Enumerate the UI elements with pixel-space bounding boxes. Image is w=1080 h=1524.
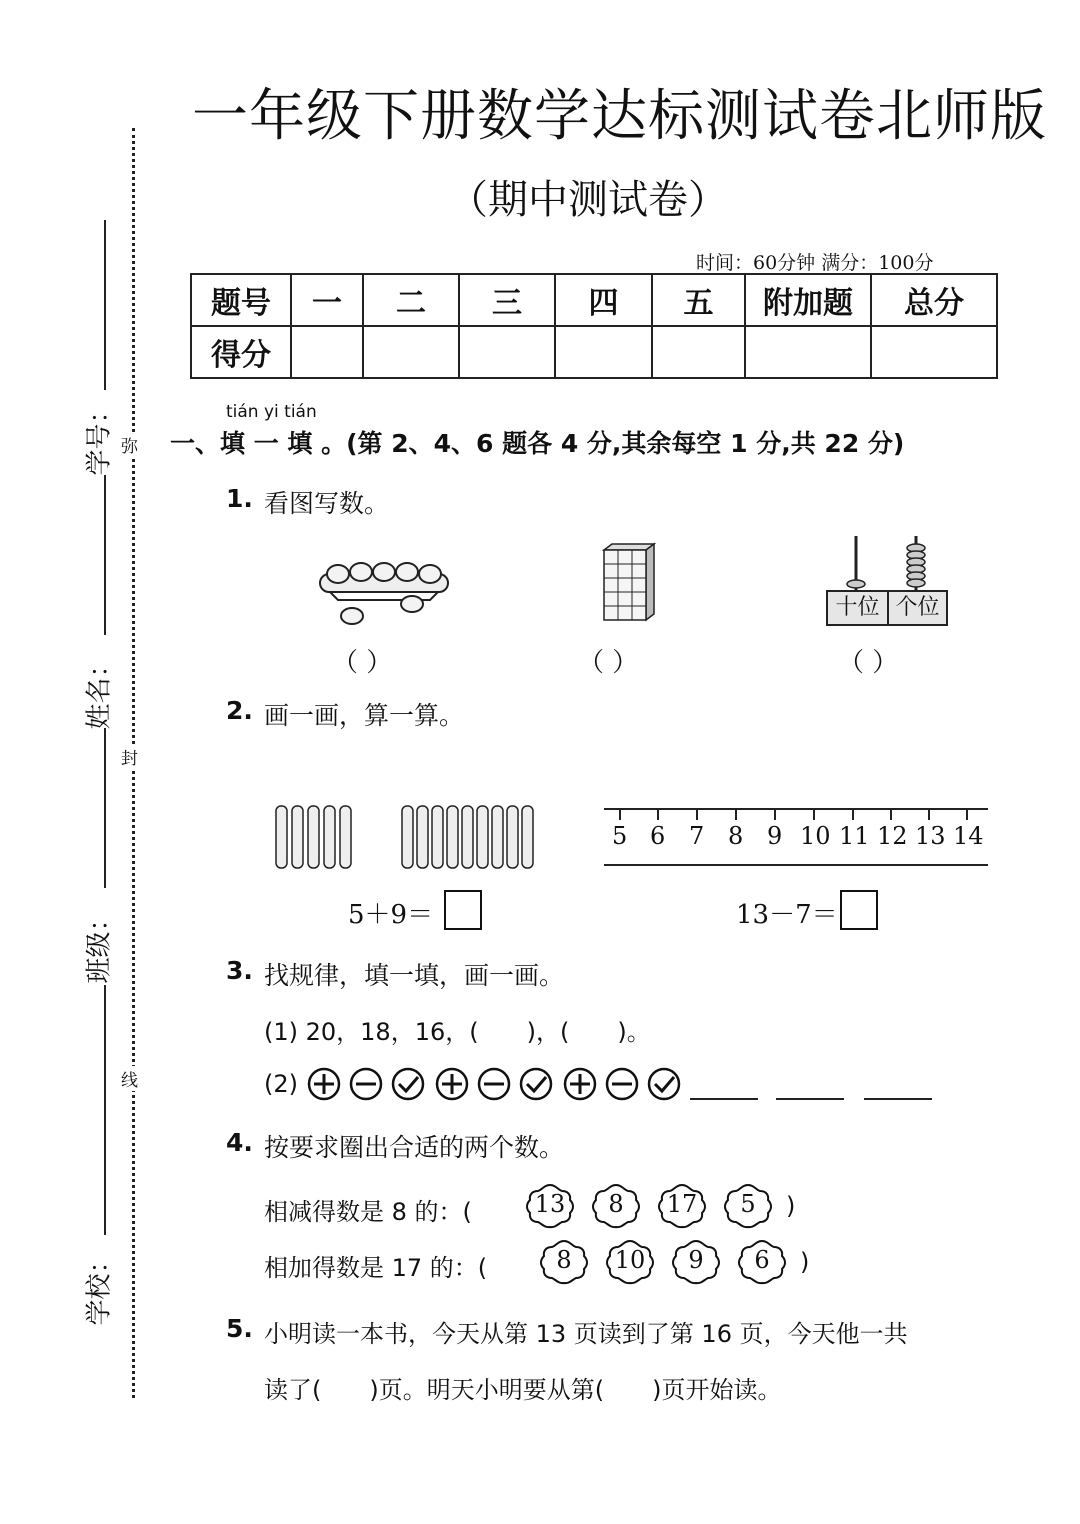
score-table-header-row — [191, 274, 997, 326]
abacus-ones-label: 个位 — [895, 595, 940, 620]
number-line-tick: 12 — [877, 822, 908, 850]
school-label: 学校： — [84, 1247, 115, 1326]
class-label: 班级： — [84, 905, 115, 984]
number-line-tick: 8 — [728, 822, 744, 850]
q3-answer-line-3[interactable] — [864, 1098, 932, 1100]
q2-answer-box-1[interactable] — [444, 890, 482, 930]
q1-answer-blank-1[interactable]: （ ） — [332, 648, 393, 678]
q4-text: 按要求圈出合适的两个数。 — [264, 1133, 565, 1162]
q4-line1-label: 相减得数是 8 的：( — [264, 1198, 472, 1226]
school-line — [104, 985, 106, 1235]
number-line-tick: 7 — [689, 822, 705, 850]
q4-line1-number: 13 — [534, 1190, 566, 1218]
student-no-line — [104, 220, 106, 390]
check-circle-icon — [649, 1069, 679, 1099]
q4-line1-close: ) — [786, 1192, 796, 1220]
class-line — [104, 728, 106, 888]
abacus-place-labels — [826, 590, 948, 626]
ten-block-image — [600, 542, 660, 624]
number-line-tick: 9 — [767, 822, 783, 850]
q4-number: 4. — [226, 1128, 253, 1157]
score-cell[interactable] — [291, 326, 363, 378]
name-label: 姓名： — [84, 651, 115, 730]
section1-heading: 一、填 一 填 。(第 2、4、6 题各 4 分,其余每空 1 分,共 22 分) — [170, 429, 905, 458]
score-header-cell: 题号 — [191, 274, 291, 326]
score-header-cell: 三 — [459, 274, 555, 326]
q3-symbol-pattern — [306, 1066, 686, 1102]
page-subtitle: （期中测试卷） — [448, 177, 728, 223]
q3-answer-line-2[interactable] — [776, 1098, 844, 1100]
q5-number: 5. — [226, 1314, 253, 1343]
number-line-tick: 11 — [839, 822, 870, 850]
sticks-group-five — [274, 804, 356, 870]
q1-number: 1. — [226, 484, 253, 513]
q4-line2-label: 相加得数是 17 的：( — [264, 1254, 488, 1282]
score-header-cell: 四 — [555, 274, 652, 326]
sticks-group-nine — [400, 804, 542, 870]
q2-equation-1: 5＋9＝ — [348, 900, 434, 930]
score-cell[interactable] — [745, 326, 871, 378]
score-header-cell: 二 — [363, 274, 459, 326]
q2-answer-box-2[interactable] — [840, 890, 878, 930]
number-line-tick: 5 — [612, 822, 628, 850]
q1-answer-blank-3[interactable]: （ ） — [838, 648, 899, 678]
abacus-image — [820, 532, 950, 592]
plus-circle-icon — [565, 1069, 595, 1099]
q1-text: 看图写数。 — [264, 489, 390, 518]
score-cell[interactable] — [652, 326, 745, 378]
minus-circle-icon — [607, 1069, 637, 1099]
number-line-tick: 6 — [650, 822, 666, 850]
q2-equation-2: 13－7＝ — [736, 900, 838, 930]
q3-answer-line-1[interactable] — [690, 1098, 758, 1100]
score-cell[interactable] — [363, 326, 459, 378]
q4-line2-number: 9 — [688, 1246, 704, 1274]
seal-char-mi: 弥 — [121, 432, 138, 457]
score-cell[interactable] — [871, 326, 997, 378]
score-cell[interactable] — [459, 326, 555, 378]
abacus-tens-label: 十位 — [828, 592, 889, 624]
minus-circle-icon — [479, 1069, 509, 1099]
number-line-tick: 13 — [915, 822, 946, 850]
minus-circle-icon — [351, 1069, 381, 1099]
q4-line1-number: 17 — [666, 1190, 698, 1218]
plus-circle-icon — [437, 1069, 467, 1099]
q5-line2: 读了( )页。明天小明要从第( )页开始读。 — [264, 1376, 782, 1404]
q2-text: 画一画，算一算。 — [264, 701, 465, 730]
q4-line1-number: 8 — [608, 1190, 624, 1218]
score-header-cell: 总分 — [871, 274, 997, 326]
name-line — [104, 475, 106, 635]
q4-line2-number: 10 — [614, 1246, 646, 1274]
number-line-tick: 14 — [953, 822, 984, 850]
q1-answer-blank-2[interactable]: （ ） — [578, 648, 639, 678]
score-table — [190, 273, 998, 379]
q5-line1: 小明读一本书，今天从第 13 页读到了第 16 页，今天他一共 — [264, 1320, 908, 1348]
q3-text: 找规律，填一填，画一画。 — [264, 961, 565, 990]
score-header-cell: 五 — [652, 274, 745, 326]
number-line-underline — [604, 864, 988, 866]
check-circle-icon — [393, 1069, 423, 1099]
q4-line2-number: 8 — [556, 1246, 572, 1274]
time-info: 时间：60分钟 满分：100分 — [696, 252, 934, 274]
page-title: 一年级下册数学达标测试卷北师版 — [192, 84, 1047, 149]
seal-char-xian: 线 — [121, 1066, 138, 1091]
egg-tray-image — [316, 556, 452, 628]
score-header-cell: 附加题 — [745, 274, 871, 326]
seal-char-feng: 封 — [121, 744, 138, 769]
q2-number: 2. — [226, 696, 253, 725]
q4-line2-number: 6 — [754, 1246, 770, 1274]
score-table-score-row — [191, 326, 997, 378]
q4-line1-number: 5 — [740, 1190, 756, 1218]
q3-part2-label: (2) — [264, 1070, 298, 1098]
number-line-ticks — [604, 808, 988, 822]
score-header-cell: 一 — [291, 274, 363, 326]
student-no-label: 学号： — [84, 397, 115, 476]
q3-number: 3. — [226, 956, 253, 985]
score-cell[interactable] — [555, 326, 652, 378]
plus-circle-icon — [309, 1069, 339, 1099]
check-circle-icon — [521, 1069, 551, 1099]
number-line-tick: 10 — [800, 822, 831, 850]
score-row-label: 得分 — [191, 326, 291, 378]
section1-pinyin: tián yi tián — [226, 402, 317, 422]
q4-line2-close: ) — [800, 1248, 810, 1276]
q3-part1: (1) 20，18，16，( )，( )。 — [264, 1018, 651, 1046]
